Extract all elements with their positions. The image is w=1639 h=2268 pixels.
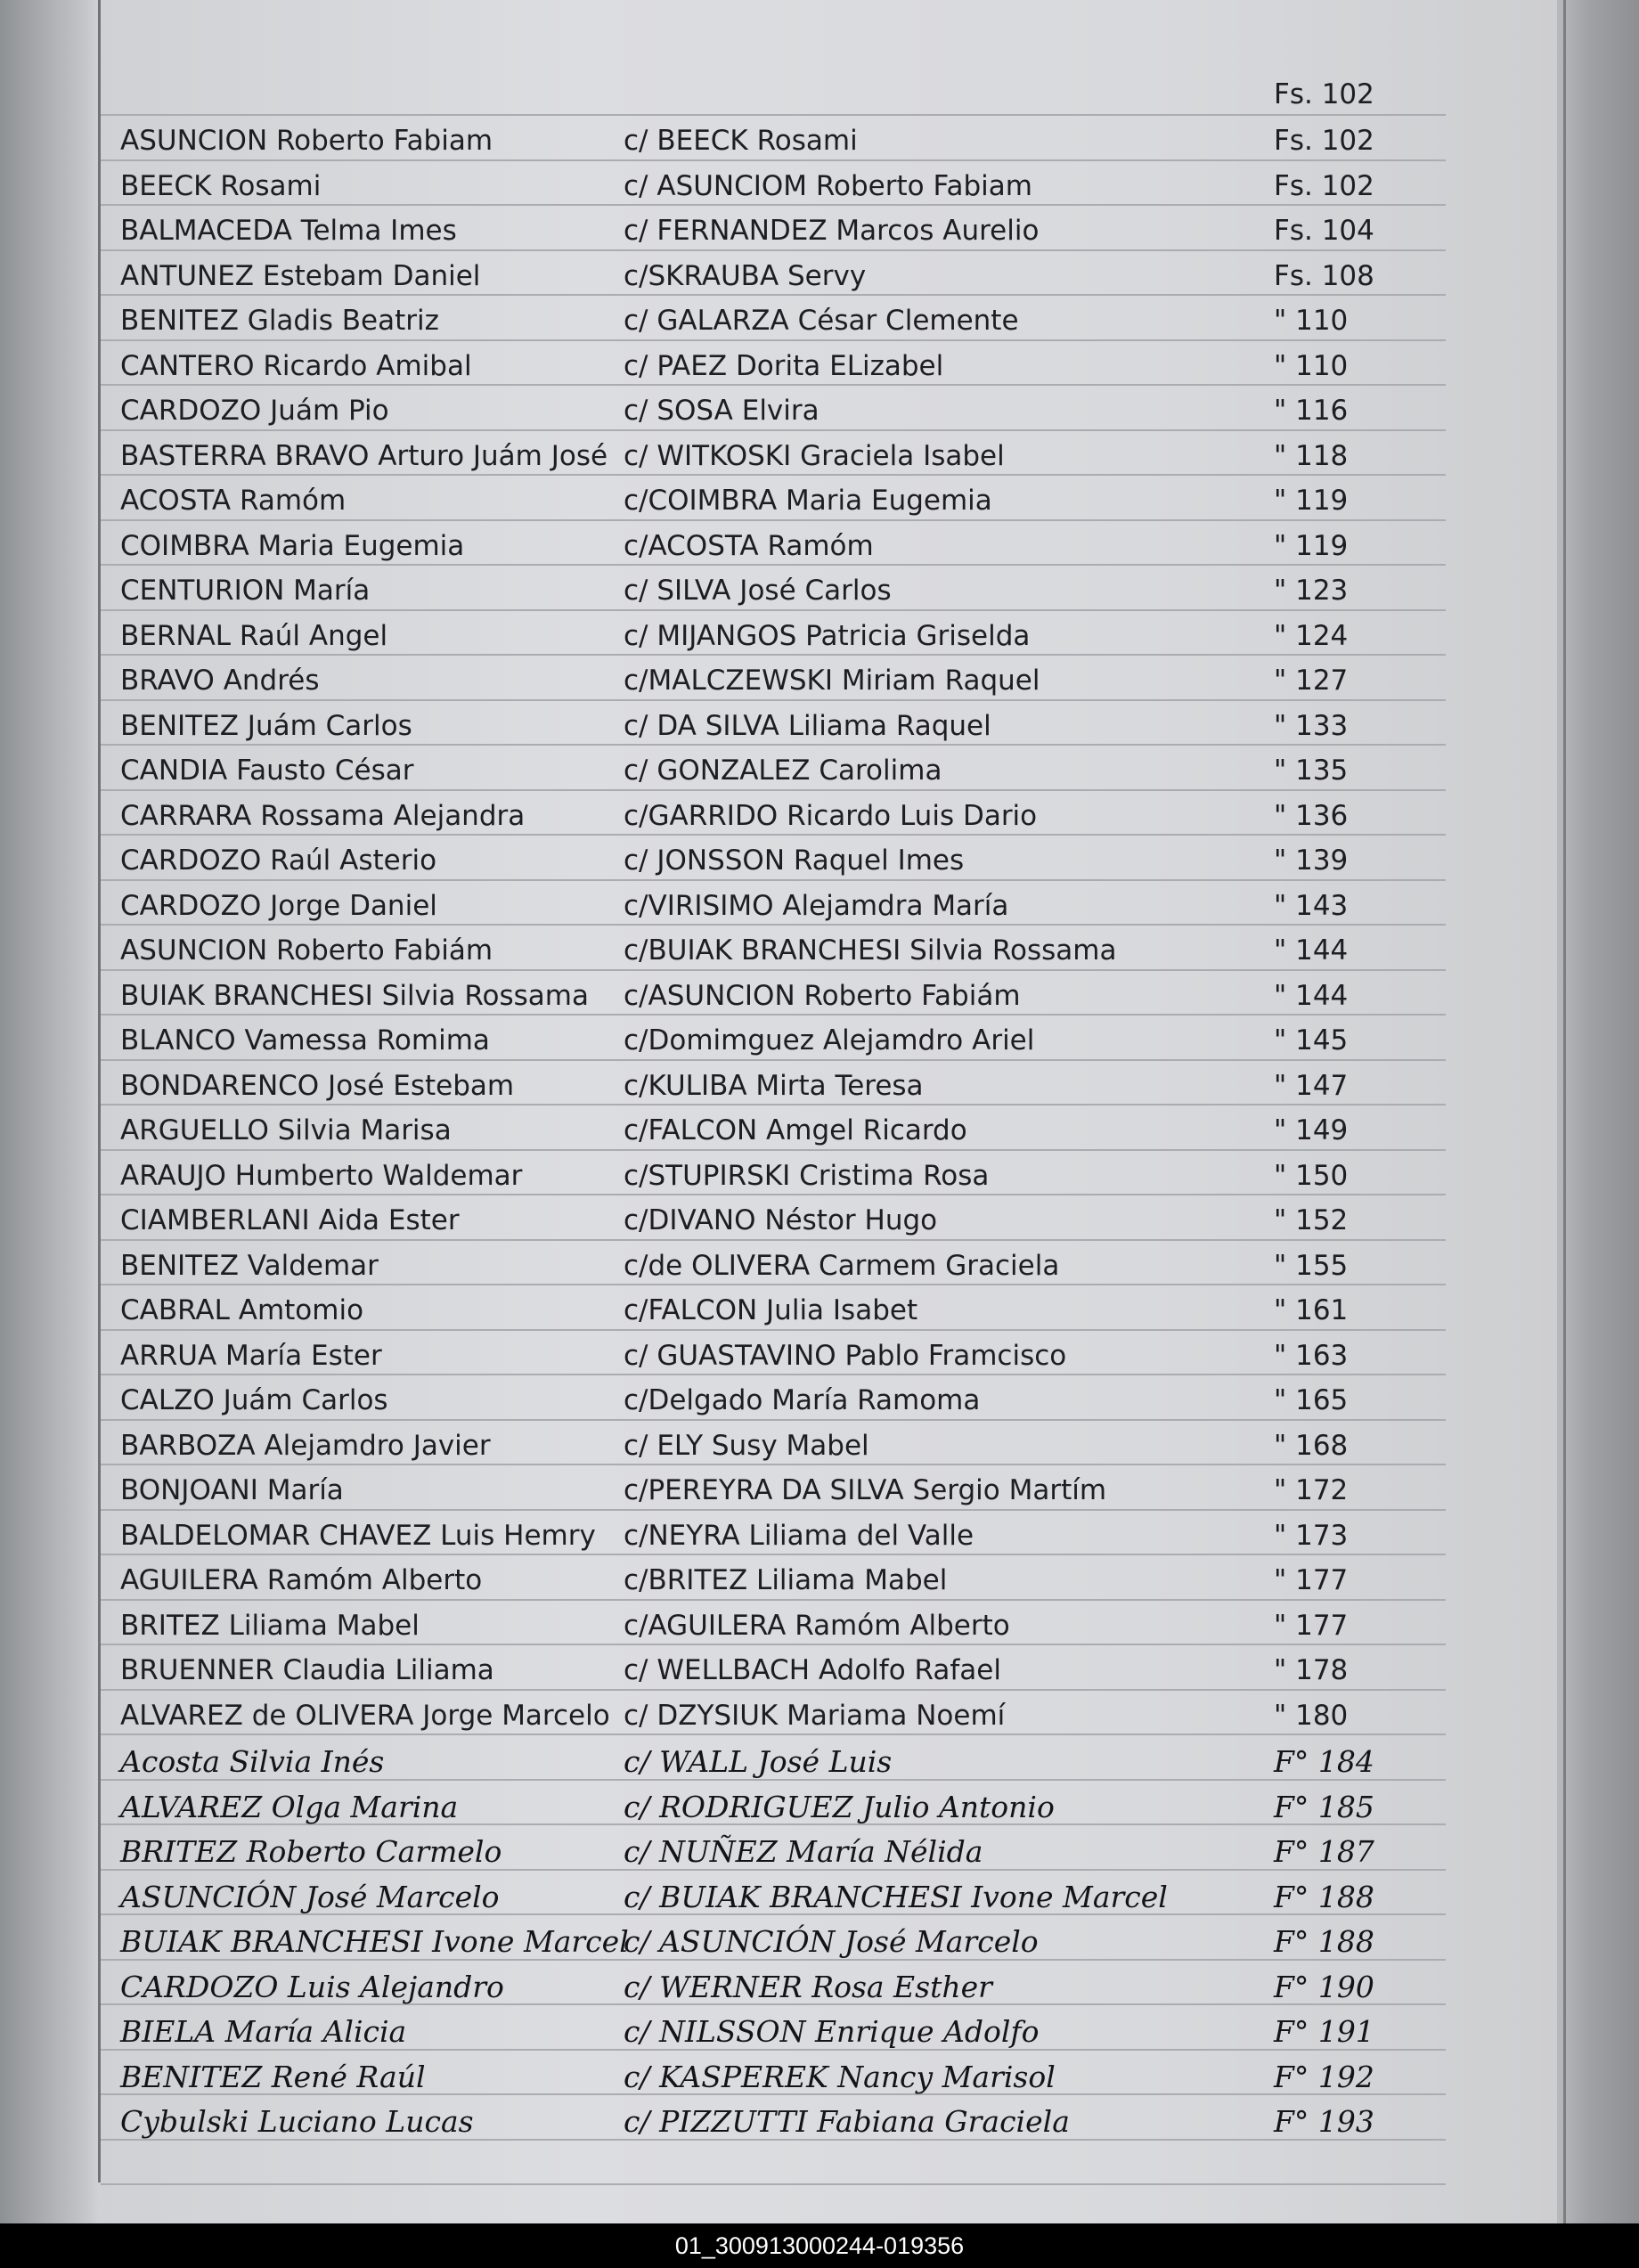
counterparty-name: c/Domimguez Alejamdro Ariel (624, 1024, 1035, 1056)
party-name: ALVAREZ de OLIVERA Jorge Marcelo (120, 1699, 610, 1732)
ledger-row (0, 1654, 1514, 1699)
party-name: ALVAREZ Olga Marina (120, 1789, 459, 1824)
counterparty-name: c/ GONZALEZ Carolima (624, 755, 942, 787)
folio-number: " 145 (1274, 1024, 1349, 1056)
party-name: BRUENNER Claudia Liliama (120, 1654, 494, 1686)
counterparty-name: c/ASUNCION Roberto Fabiám (624, 979, 1021, 1012)
ledger-row (0, 890, 1514, 934)
counterparty-name: c/VIRISIMO Alejamdra María (624, 889, 1009, 922)
folio-number: " 110 (1274, 305, 1349, 337)
header-folio: Fs. 102 (1274, 78, 1374, 110)
counterparty-name: c/KULIBA Mirta Teresa (624, 1069, 924, 1102)
folio-number: " 135 (1274, 755, 1349, 787)
ledger-row (0, 1564, 1514, 1609)
folio-number: " 144 (1274, 979, 1349, 1012)
party-name: ASUNCION Roberto Fabiám (120, 934, 493, 967)
folio-number: Fs. 102 (1274, 125, 1374, 157)
folio-number: F° 188 (1274, 1924, 1374, 1959)
party-name: BEECK Rosami (120, 169, 322, 202)
folio-number: " 178 (1274, 1654, 1349, 1686)
ledger-row (0, 934, 1514, 979)
party-name: ARAUJO Humberto Waldemar (120, 1159, 523, 1192)
ledger-row (0, 1744, 1514, 1789)
ledger-row (0, 800, 1514, 844)
header-row (0, 78, 1514, 123)
folio-number: Fs. 104 (1274, 215, 1374, 247)
folio-number: " 177 (1274, 1609, 1349, 1642)
ledger-row (0, 710, 1514, 755)
page-edge-right (1557, 0, 1639, 2223)
folio-number: " 123 (1274, 575, 1349, 607)
counterparty-name: c/Delgado María Ramoma (624, 1384, 981, 1416)
counterparty-name: c/ NILSSON Enrique Adolfo (624, 2014, 1040, 2049)
counterparty-name: c/ WERNER Rosa Esther (624, 1969, 992, 2004)
folio-number: F° 192 (1274, 2059, 1374, 2094)
party-name: COIMBRA Maria Eugemia (120, 529, 465, 562)
counterparty-name: c/ SOSA Elvira (624, 395, 820, 427)
counterparty-name: c/ GUASTAVINO Pablo Framcisco (624, 1339, 1067, 1372)
folio-number: " 133 (1274, 709, 1349, 742)
ledger-row (0, 1474, 1514, 1519)
counterparty-name: c/de OLIVERA Carmem Graciela (624, 1249, 1060, 1282)
counterparty-name: c/FALCON Amgel Ricardo (624, 1114, 967, 1146)
folio-number: F° 187 (1274, 1834, 1374, 1869)
folio-number: F° 191 (1274, 2014, 1374, 2049)
party-name: BONJOANI María (120, 1474, 344, 1506)
counterparty-name: c/BRITEZ Liliama Mabel (624, 1564, 948, 1596)
ledger-row (0, 1204, 1514, 1249)
counterparty-name: c/BUIAK BRANCHESI Silvia Rossama (624, 934, 1117, 967)
folio-number: " 147 (1274, 1069, 1349, 1102)
ruled-line (101, 2183, 1446, 2185)
folio-number: " 152 (1274, 1204, 1349, 1236)
party-name: CARDOZO Raúl Asterio (120, 844, 437, 877)
party-name: AGUILERA Ramóm Alberto (120, 1564, 483, 1596)
party-name: CARDOZO Jorge Daniel (120, 889, 437, 922)
folio-number: " 149 (1274, 1114, 1349, 1146)
party-name: BENITEZ Valdemar (120, 1249, 379, 1282)
counterparty-name: c/AGUILERA Ramóm Alberto (624, 1609, 1010, 1642)
party-name: BIELA María Alicia (120, 2014, 407, 2049)
party-name: BUIAK BRANCHESI Silvia Rossama (120, 979, 589, 1012)
counterparty-name: c/ WITKOSKI Graciela Isabel (624, 439, 1005, 472)
folio-number: Fs. 108 (1274, 259, 1374, 292)
counterparty-name: c/ FERNANDEZ Marcos Aurelio (624, 215, 1040, 247)
folio-number: " 110 (1274, 349, 1349, 382)
ledger-row (0, 125, 1514, 169)
ledger-row (0, 620, 1514, 665)
party-name: BENITEZ Gladis Beatriz (120, 305, 439, 337)
ledger-row (0, 1880, 1514, 1924)
counterparty-name: c/ ELY Susy Mabel (624, 1429, 869, 1462)
party-name: BONDARENCO José Estebam (120, 1069, 515, 1102)
image-caption: 01_300913000244-019356 (0, 2223, 1639, 2268)
folio-number: F° 190 (1274, 1969, 1374, 2004)
counterparty-name: c/FALCON Julia Isabet (624, 1294, 918, 1326)
party-name: Acosta Silvia Inés (120, 1744, 385, 1779)
ledger-row (0, 1070, 1514, 1114)
party-name: ASUNCION Roberto Fabiam (120, 125, 493, 157)
counterparty-name: c/ WELLBACH Adolfo Rafael (624, 1654, 1001, 1686)
folio-number: F° 193 (1274, 2104, 1374, 2139)
folio-number: " 168 (1274, 1429, 1349, 1462)
party-name: CARRARA Rossama Alejandra (120, 799, 526, 832)
ledger-row (0, 2060, 1514, 2104)
ledger-row (0, 1790, 1514, 1834)
party-name: BALDELOMAR CHAVEZ Luis Hemry (120, 1519, 596, 1552)
party-name: BALMACEDA Telma Imes (120, 215, 457, 247)
party-name: BRITEZ Liliama Mabel (120, 1609, 420, 1642)
folio-number: " 165 (1274, 1384, 1349, 1416)
counterparty-name: c/ ASUNCIÓN José Marcelo (624, 1924, 1039, 1959)
counterparty-name: c/ DA SILVA Liliama Raquel (624, 709, 991, 742)
party-name: CENTURION María (120, 575, 371, 607)
folio-number: " 180 (1274, 1699, 1349, 1732)
ledger-row (0, 260, 1514, 305)
folio-number: " 155 (1274, 1249, 1349, 1282)
party-name: BENITEZ Juám Carlos (120, 709, 412, 742)
party-name: CIAMBERLANI Aida Ester (120, 1204, 460, 1236)
ledger-row (0, 215, 1514, 259)
ledger-row (0, 1430, 1514, 1474)
party-name: ASUNCIÓN José Marcelo (120, 1879, 500, 1914)
ledger-row (0, 1024, 1514, 1069)
counterparty-name: c/NEYRA Liliama del Valle (624, 1519, 974, 1552)
ledger-row (0, 1294, 1514, 1339)
ledger-row (0, 2104, 1514, 2149)
ledger-row (0, 395, 1514, 439)
counterparty-name: c/ BUIAK BRANCHESI Ivone Marcel (624, 1879, 1168, 1914)
ledger-row (0, 665, 1514, 709)
ledger-row (0, 1340, 1514, 1384)
counterparty-name: c/DIVANO Néstor Hugo (624, 1204, 938, 1236)
counterparty-name: c/GARRIDO Ricardo Luis Dario (624, 799, 1038, 832)
ledger-row (0, 1834, 1514, 1879)
folio-number: " 172 (1274, 1474, 1349, 1506)
party-name: CABRAL Amtomio (120, 1294, 364, 1326)
party-name: BERNAL Raúl Angel (120, 619, 388, 652)
ledger-row (0, 1520, 1514, 1564)
counterparty-name: c/MALCZEWSKI Miriam Raquel (624, 665, 1040, 697)
counterparty-name: c/ACOSTA Ramóm (624, 529, 874, 562)
party-name: CANTERO Ricardo Amibal (120, 349, 472, 382)
ledger-row (0, 1700, 1514, 1744)
counterparty-name: c/ JONSSON Raquel Imes (624, 844, 965, 877)
folio-number: " 119 (1274, 529, 1349, 562)
folio-number: " 161 (1274, 1294, 1349, 1326)
folio-number: " 139 (1274, 844, 1349, 877)
party-name: Cybulski Luciano Lucas (120, 2104, 474, 2139)
counterparty-name: c/ BEECK Rosami (624, 125, 858, 157)
ledger-row (0, 980, 1514, 1024)
folio-number: F° 188 (1274, 1879, 1374, 1914)
party-name: BARBOZA Alejamdro Javier (120, 1429, 491, 1462)
folio-number: " 143 (1274, 889, 1349, 922)
ledger-row (0, 350, 1514, 395)
ledger-row (0, 440, 1514, 485)
ledger-row (0, 1924, 1514, 1969)
folio-number: " 119 (1274, 485, 1349, 517)
page-fold-line (1563, 0, 1566, 2223)
counterparty-name: c/STUPIRSKI Cristima Rosa (624, 1159, 990, 1192)
ledger-row (0, 575, 1514, 619)
ledger-row (0, 844, 1514, 889)
counterparty-name: c/ ASUNCIOM Roberto Fabiam (624, 169, 1032, 202)
folio-number: " 116 (1274, 395, 1349, 427)
counterparty-name: c/ NUÑEZ María Nélida (624, 1834, 983, 1869)
counterparty-name: c/PEREYRA DA SILVA Sergio Martím (624, 1474, 1107, 1506)
party-name: ACOSTA Ramóm (120, 485, 347, 517)
counterparty-name: c/ MIJANGOS Patricia Griselda (624, 619, 1031, 652)
party-name: ARRUA María Ester (120, 1339, 382, 1372)
counterparty-name: c/ DZYSIUK Mariama Noemí (624, 1699, 1006, 1732)
party-name: ARGUELLO Silvia Marisa (120, 1114, 452, 1146)
folio-number: Fs. 102 (1274, 169, 1374, 202)
party-name: BLANCO Vamessa Romima (120, 1024, 490, 1056)
counterparty-name: c/ GALARZA César Clemente (624, 305, 1019, 337)
party-name: BRAVO Andrés (120, 665, 320, 697)
folio-number: " 136 (1274, 799, 1349, 832)
ledger-row (0, 1970, 1514, 2014)
counterparty-name: c/ WALL José Luis (624, 1744, 893, 1779)
folio-number: " 150 (1274, 1159, 1349, 1192)
ledger-row (0, 755, 1514, 799)
ledger-row (0, 305, 1514, 349)
ledger-row (0, 485, 1514, 529)
folio-number: F° 185 (1274, 1789, 1374, 1824)
party-name: BENITEZ René Raúl (120, 2059, 426, 2094)
party-name: CALZO Juám Carlos (120, 1384, 388, 1416)
ledger-row (0, 2014, 1514, 2059)
counterparty-name: c/ RODRIGUEZ Julio Antonio (624, 1789, 1055, 1824)
ledger-row (0, 1160, 1514, 1204)
party-name: CARDOZO Juám Pio (120, 395, 389, 427)
ledger-row (0, 170, 1514, 215)
folio-number: " 127 (1274, 665, 1349, 697)
party-name: BRITEZ Roberto Carmelo (120, 1834, 502, 1869)
folio-number: " 177 (1274, 1564, 1349, 1596)
counterparty-name: c/ PAEZ Dorita ELizabel (624, 349, 944, 382)
folio-number: " 118 (1274, 439, 1349, 472)
folio-number: " 163 (1274, 1339, 1349, 1372)
folio-number: " 144 (1274, 934, 1349, 967)
party-name: BUIAK BRANCHESI Ivone Marcel (120, 1924, 629, 1959)
party-name: BASTERRA BRAVO Arturo Juám José (120, 439, 608, 472)
counterparty-name: c/SKRAUBA Servy (624, 259, 867, 292)
counterparty-name: c/COIMBRA Maria Eugemia (624, 485, 992, 517)
party-name: CANDIA Fausto César (120, 755, 414, 787)
counterparty-name: c/ PIZZUTTI Fabiana Graciela (624, 2104, 1070, 2139)
folio-number: " 173 (1274, 1519, 1349, 1552)
ledger-row (0, 1384, 1514, 1429)
ledger-row (0, 1114, 1514, 1159)
folio-number: " 124 (1274, 619, 1349, 652)
folio-number: F° 184 (1274, 1744, 1374, 1779)
party-name: ANTUNEZ Estebam Daniel (120, 259, 481, 292)
ledger-row (0, 1610, 1514, 1654)
party-name: CARDOZO Luis Alejandro (120, 1969, 504, 2004)
ledger-row (0, 530, 1514, 575)
ledger-row (0, 1250, 1514, 1294)
counterparty-name: c/ SILVA José Carlos (624, 575, 892, 607)
counterparty-name: c/ KASPEREK Nancy Marisol (624, 2059, 1056, 2094)
